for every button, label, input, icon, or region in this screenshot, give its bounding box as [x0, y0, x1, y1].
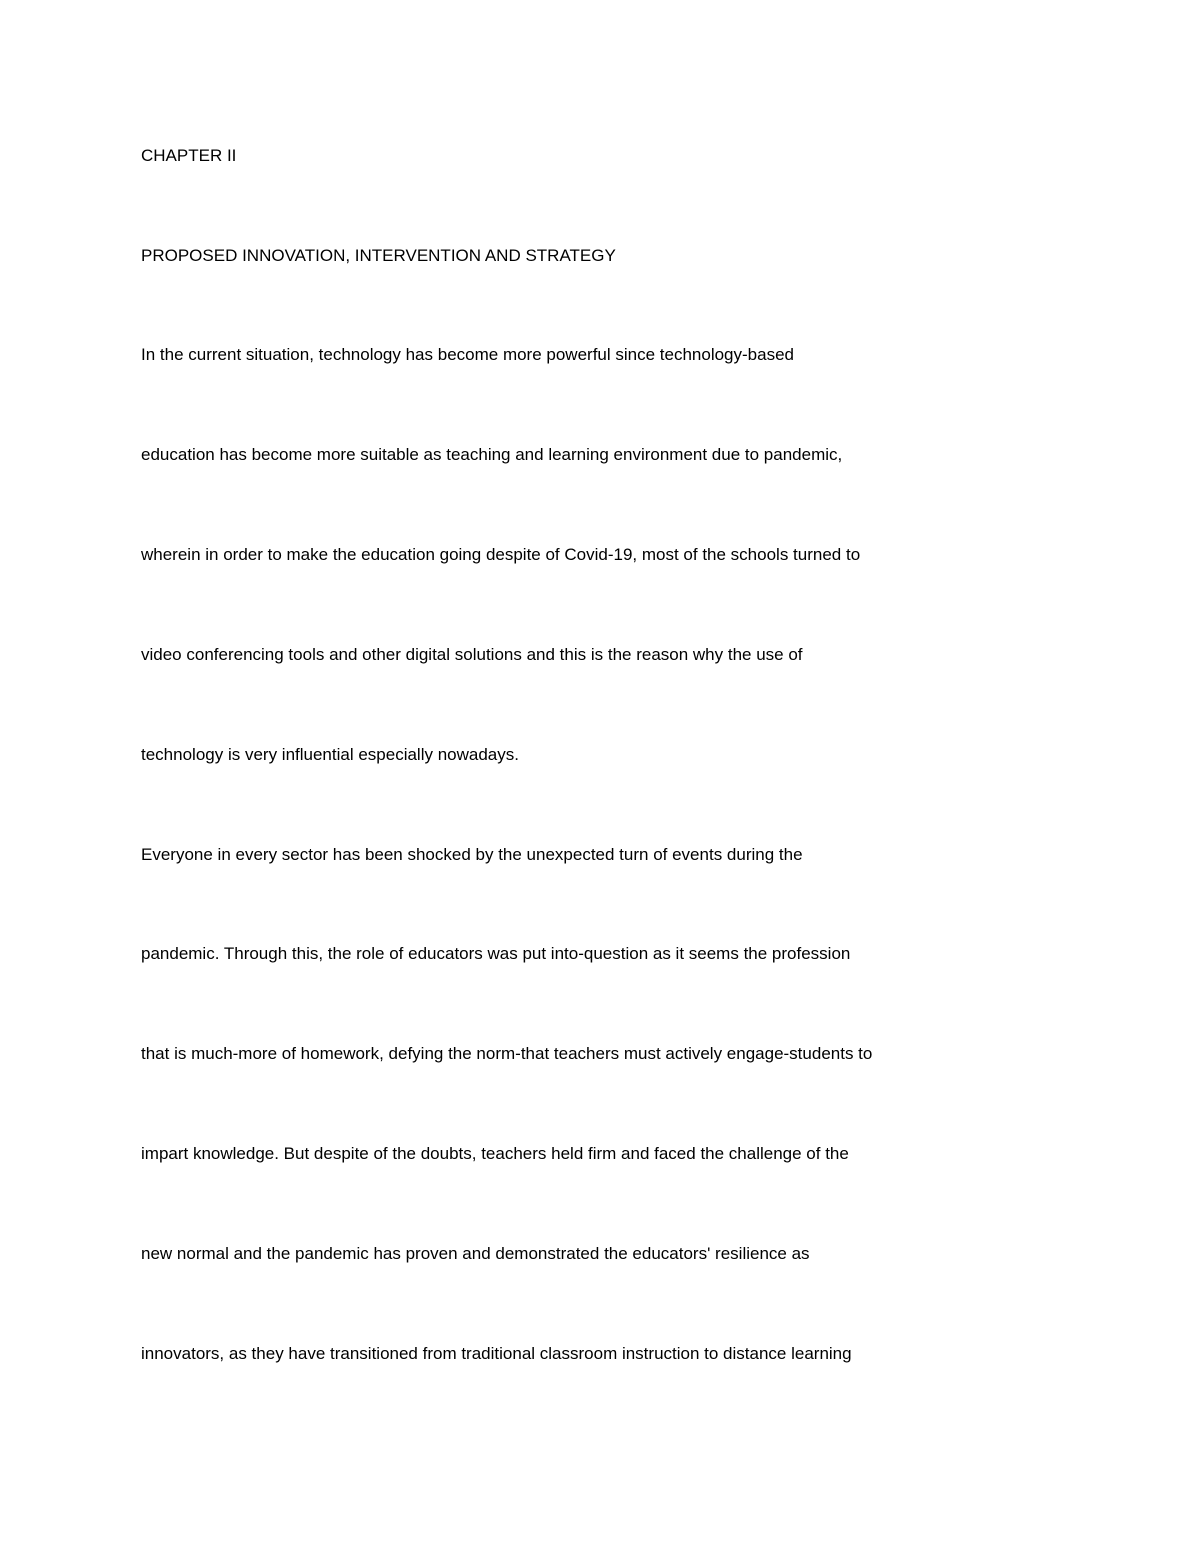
paragraph-line: new normal and the pandemic has proven and demonstrated the educators' resilience as — [141, 1244, 810, 1263]
chapter-heading: CHAPTER II — [141, 146, 237, 165]
paragraph-line: impart knowledge. But despite of the doubts, teachers held firm and faced the challenge of the — [141, 1144, 849, 1163]
paragraph-line: wherein in order to make the education going despite of Covid-19, most of the schools turned to — [141, 545, 861, 564]
paragraph-line: innovators, as they have transitioned from traditional classroom instruction to distance learning — [141, 1344, 852, 1363]
paragraph-line: technology is very influential especially nowadays. — [141, 745, 519, 764]
paragraph-line: education has become more suitable as teaching and learning environment due to pandemic, — [141, 445, 843, 464]
paragraph-line: that is much-more of homework, defying the norm-that teachers must actively engage-students to — [141, 1044, 873, 1063]
paragraph-line: video conferencing tools and other digital solutions and this is the reason why the use of — [141, 645, 803, 664]
paragraph-line: In the current situation, technology has become more powerful since technology-based — [141, 345, 794, 364]
section-title: PROPOSED INNOVATION, INTERVENTION AND STRATEGY — [141, 246, 616, 265]
paragraph-line: Everyone in every sector has been shocked by the unexpected turn of events during the — [141, 845, 803, 864]
paragraph-line: pandemic. Through this, the role of educators was put into-question as it seems the profession — [141, 944, 851, 963]
